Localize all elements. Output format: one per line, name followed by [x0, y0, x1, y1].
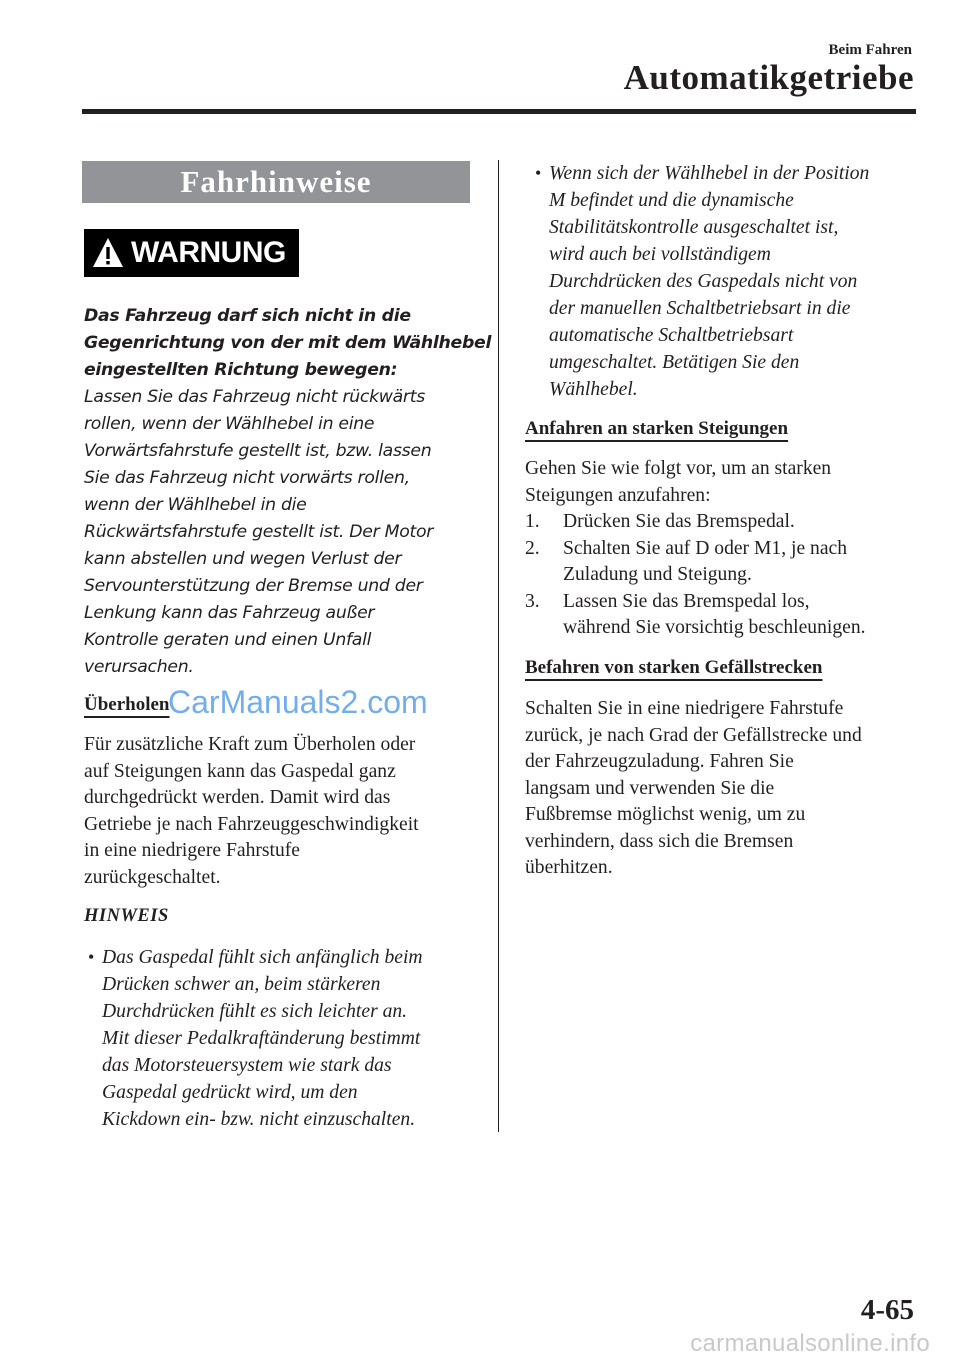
step-line: Drücken Sie das Bremspedal.	[563, 511, 795, 532]
note-line: Gaspedal gedrückt wird, um den	[102, 1082, 358, 1103]
step-number: 2.	[525, 537, 540, 559]
note-line: Mit dieser Pedalkraftänderung bestimmt	[102, 1028, 421, 1049]
uphill-steps-list	[525, 509, 866, 642]
warning-line: Kontrolle geraten und einen Unfall	[84, 630, 372, 650]
note-line: umgeschaltet. Betätigen Sie den	[549, 352, 800, 373]
paragraph-line: zurück, je nach Grad der Gefällstrecke und	[525, 724, 862, 746]
warning-text	[84, 303, 492, 681]
bullet-icon: •	[88, 947, 95, 967]
warning-triangle-icon	[91, 236, 125, 270]
warning-line: Sie das Fahrzeug nicht vorwärts rollen,	[84, 468, 410, 488]
note-line: Drücken schwer an, beim stärkeren	[102, 974, 381, 995]
page-number: 4-65	[860, 1294, 914, 1326]
step-line: Schalten Sie auf D oder M1, je nach	[563, 537, 848, 559]
note-line: M befindet und die dynamische	[549, 190, 794, 211]
downhill-paragraph	[525, 696, 862, 882]
paragraph-line: Gehen Sie wie folgt vor, um an starken	[525, 458, 832, 479]
step-number: 3.	[525, 590, 540, 612]
paragraph-line: auf Steigungen kann das Gaspedal ganz	[84, 760, 396, 782]
paragraph-line: Für zusätzliche Kraft zum Überholen oder	[84, 734, 416, 755]
warning-line: Lassen Sie das Fahrzeug nicht rückwärts	[84, 387, 425, 407]
note-line: Das Gaspedal fühlt sich anfänglich beim	[102, 947, 423, 968]
warning-line: Servounterstützung der Bremse und der	[84, 576, 423, 596]
paragraph-line: in eine niedrigere Fahrstufe	[84, 840, 300, 861]
paragraph-line: der Fahrzeugzuladung. Fahren Sie	[525, 751, 794, 772]
note-line: Wählhebel.	[549, 379, 638, 400]
paragraph-line: Getriebe je nach Fahrzeuggeschwindigkeit	[84, 813, 419, 835]
paragraph-line: Fußbremse möglichst wenig, um zu	[525, 804, 806, 825]
chapter-title: Automatikgetriebe	[623, 58, 914, 97]
warning-bold-line: eingestellten Richtung bewegen:	[84, 360, 398, 380]
uphill-paragraph	[525, 456, 831, 509]
step-number: 1.	[525, 511, 540, 532]
bullet-icon: •	[535, 163, 542, 183]
paragraph-line: überhitzen.	[525, 857, 613, 878]
note-line: Kickdown ein- bzw. nicht einzuschalten.	[102, 1109, 416, 1130]
warning-bold-line: Das Fahrzeug darf sich nicht in die	[84, 306, 411, 326]
paragraph-line: langsam und verwenden Sie die	[525, 777, 775, 799]
note-item	[535, 160, 870, 403]
column-divider	[498, 160, 499, 1132]
overtake-paragraph	[84, 732, 419, 891]
note-line: Durchdrücken des Gaspedals nicht von	[549, 271, 858, 292]
paragraph-line: zurückgeschaltet.	[84, 866, 221, 888]
paragraph-line: Schalten Sie in eine niedrigere Fahrstufe	[525, 698, 844, 719]
warning-bold-line: Gegenrichtung von der mit dem Wählhebel	[84, 333, 492, 353]
downhill-heading: Befahren von starken Gefällstrecken	[525, 657, 823, 678]
list-item	[525, 589, 866, 642]
header-rule	[82, 109, 916, 114]
uphill-heading: Anfahren an starken Steigungen	[525, 418, 789, 439]
warning-line: Vorwärtsfahrstufe gestellt ist, bzw. lassen	[84, 441, 432, 461]
list-item	[525, 536, 866, 589]
note-line: Durchdrücken fühlt es sich leichter an.	[102, 1001, 408, 1022]
warning-line: Lenkung kann das Fahrzeug außer	[84, 603, 375, 623]
warning-line: Rückwärtsfahrstufe gestellt ist. Der Motor	[84, 522, 434, 542]
note-label: HINWEIS	[84, 906, 169, 926]
note-item	[88, 944, 423, 1133]
warning-line: verursachen.	[84, 657, 194, 677]
warning-line: rollen, wenn der Wählhebel in eine	[84, 414, 375, 434]
note-line: wird auch bei vollständigem	[549, 244, 771, 265]
note-line: das Motorsteuersystem wie stark das	[102, 1055, 392, 1076]
section-banner: Fahrhinweise	[82, 161, 470, 203]
step-line: Lassen Sie das Bremspedal los,	[563, 590, 810, 612]
note-line: Wenn sich der Wählhebel in der Position	[549, 163, 870, 184]
step-line: während Sie vorsichtig beschleunigen.	[563, 617, 866, 638]
list-item	[525, 509, 866, 536]
chapter-section-label: Beim Fahren	[828, 42, 912, 58]
site-watermark: carmanualsonline.info	[690, 1330, 930, 1357]
paragraph-line: verhindern, dass sich die Bremsen	[525, 830, 794, 852]
warning-line: wenn der Wählhebel in die	[84, 495, 307, 515]
watermark-logo: CarManuals2.com	[168, 684, 428, 720]
step-line: Zuladung und Steigung.	[563, 564, 752, 585]
note-line: Stabilitätskontrolle ausgeschaltet ist,	[549, 217, 839, 238]
note-line: der manuellen Schaltbetriebsart in die	[549, 298, 851, 319]
warning-line: kann abstellen und wegen Verlust der	[84, 549, 402, 569]
warning-label: WARNUNG	[131, 236, 286, 269]
paragraph-line: Steigungen anzufahren:	[525, 484, 711, 506]
note-line: automatische Schaltbetriebsart	[549, 325, 794, 346]
overtake-heading: Überholen	[84, 694, 170, 715]
warning-badge	[84, 229, 299, 277]
paragraph-line: durchgedrückt werden. Damit wird das	[84, 787, 391, 808]
